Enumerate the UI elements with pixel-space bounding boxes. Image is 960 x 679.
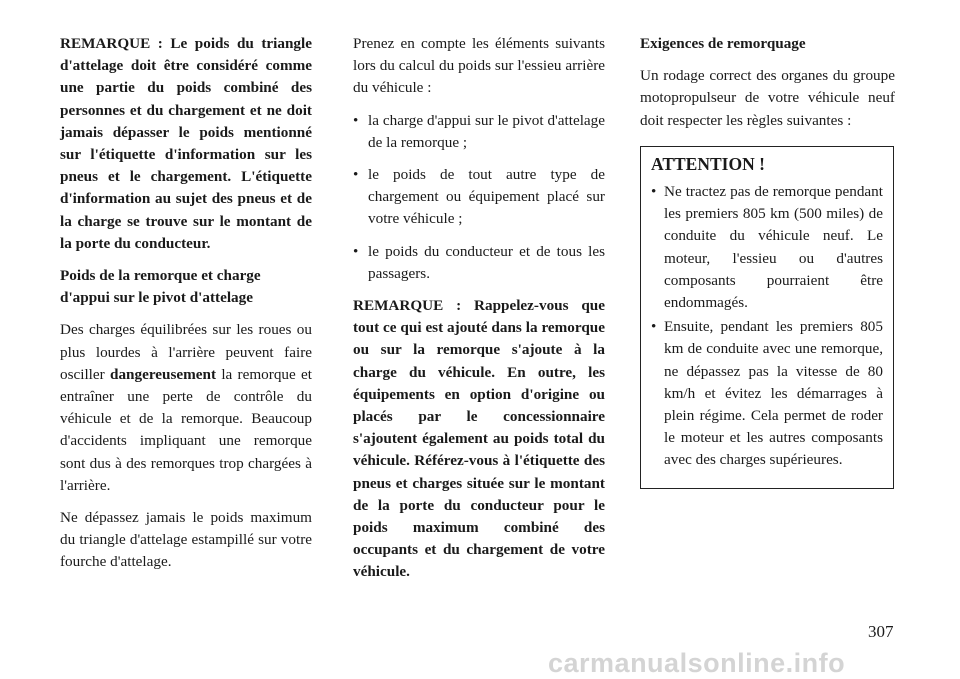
column-right — [640, 33, 895, 489]
bullet-list-axle-factors — [353, 110, 605, 285]
list-item-text: la charge d'appui sur le pivot d'attelage de la remorque ; — [368, 111, 605, 151]
list-item — [353, 110, 605, 154]
list-item — [651, 316, 883, 471]
column-left — [60, 33, 312, 584]
list-item-text: le poids de tout autre type de chargement ou équipement placé sur votre véhicule ; — [368, 166, 605, 228]
list-item — [353, 164, 605, 231]
remark-note-load: REMARQUE : Rappelez-vous que tout ce qui est ajouté dans la remorque ou sur la remorque s'ajoute à la charge du véhicule. En outre, les équipements en option d'origine ou placés par le concessionnaire s'ajoutent également au poids total du véhicule. Référez-vous à l'étiquette des pneus et charges située sur le montant de la porte du conducteur pour le poids maximum combiné des occupants et du chargement de votre véhicule. — [353, 297, 605, 581]
paragraph-break-in-intro: Un rodage correct des organes du groupe motopropulseur de votre véhicule neuf doit respecter les règles suivantes : — [640, 67, 895, 129]
section-heading-towing-requirements: Exigences de remorquage — [640, 35, 806, 52]
bullet-icon: • — [353, 166, 359, 184]
list-item-text: Ensuite, pendant les premiers 805 km de conduite avec une remorque, ne dépassez pas la vitesse de 80 km/h et évitez les démarrages à plein régime. Cela permet de roder le moteur et les autres composants avec des charges supérieures. — [664, 318, 883, 469]
list-item-text: le poids du conducteur et de tous les passagers. — [368, 242, 605, 282]
attention-box — [640, 146, 894, 489]
bullet-icon: • — [651, 183, 657, 201]
emphasis-dangerously: dangereusement — [110, 365, 217, 383]
paragraph-balanced-loads — [60, 319, 312, 497]
page-number: 307 — [868, 622, 894, 641]
section-heading-trailer-weight: Poids de la remorque et charge d'appui sur le pivot d'attelage — [60, 267, 261, 307]
attention-title: ATTENTION ! — [651, 153, 765, 174]
attention-list — [651, 181, 883, 472]
bullet-icon: • — [353, 242, 359, 260]
column-middle — [353, 33, 605, 594]
list-item — [651, 181, 883, 314]
list-item — [353, 241, 605, 285]
paragraph-max-tongue-weight: Ne dépassez jamais le poids maximum du triangle d'attelage estampillé sur votre fourche d'attelage. — [60, 509, 312, 571]
bullet-icon: • — [651, 318, 657, 336]
text-run: Des charges équilibrées sur les roues ou plus lourdes à l'arrière peuvent faire osciller — [60, 321, 312, 383]
bullet-icon: • — [353, 111, 359, 129]
paragraph-rear-axle-intro: Prenez en compte les éléments suivants lors du calcul du poids sur l'essieu arrière du véhicule : — [353, 35, 605, 97]
text-run: la remorque et entraîner une perte de contrôle du véhicule et de la remorque. Beaucoup d'accidents impliquant une remorque sont dus à des remorques trop chargées à l'arrière. — [60, 365, 312, 494]
list-item-text: Ne tractez pas de remorque pendant les premiers 805 km (500 miles) de conduite du véhicule neuf. Le moteur, l'essieu ou d'autres composants pourraient être endommagés. — [664, 183, 883, 312]
remark-note-weight: REMARQUE : Le poids du triangle d'attelage doit être considéré comme une partie du poids combiné des personnes et du chargement et ne doit jamais dépasser le poids mentionné sur l'étiquette d'information sur les pneus et le chargement. L'étiquette d'information au sujet des pneus et de la charge se trouve sur le montant de la porte du conducteur. — [60, 35, 312, 252]
watermark-logo: carmanualsonline.info — [548, 648, 846, 678]
